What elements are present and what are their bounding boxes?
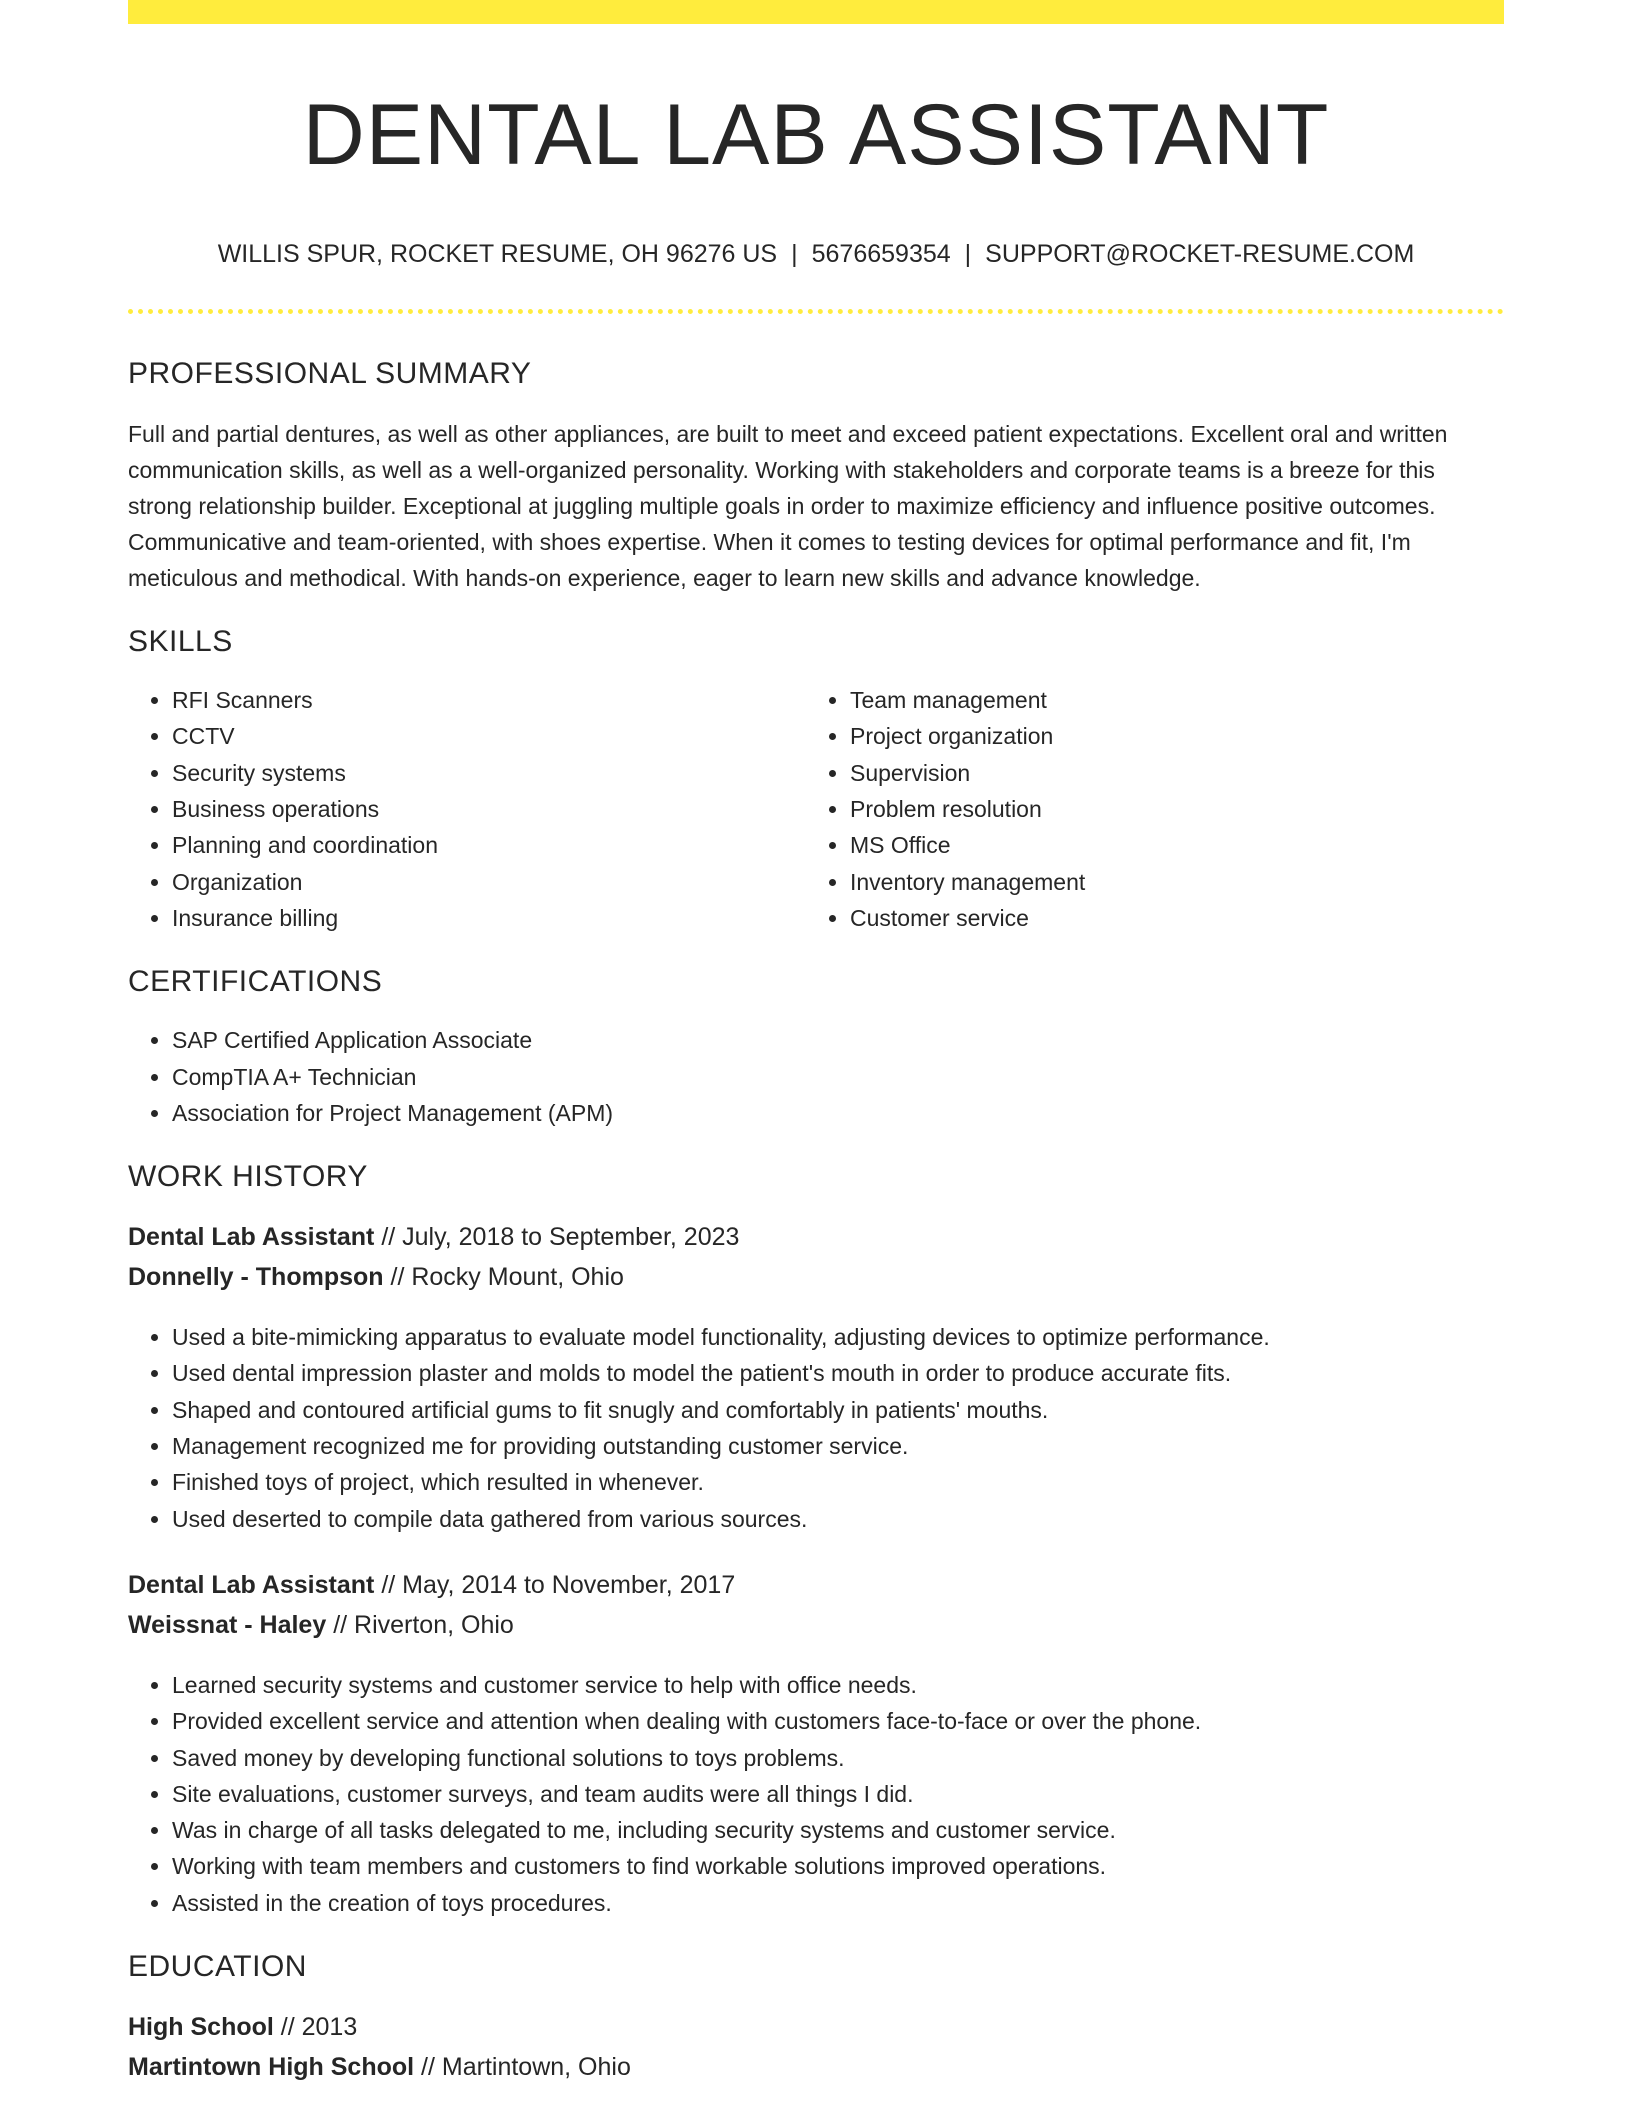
skill-item: • Security systems — [172, 755, 806, 791]
skill-item: • CCTV — [172, 718, 806, 754]
job-company: Weissnat - Haley — [128, 1610, 327, 1639]
job-company-line — [128, 1257, 1504, 1297]
skill-item: • Business operations — [172, 791, 806, 827]
job-duty-item: • Used dental impression plaster and molds to model the patient's mouth in order to produce accurate fits. — [172, 1355, 1504, 1391]
skills-list-left — [128, 682, 806, 936]
skill-item: • Inventory management — [850, 864, 1484, 900]
job-role: Dental Lab Assistant — [128, 1570, 375, 1599]
job-duty-item: • Site evaluations, customer surveys, and team audits were all things I did. — [172, 1776, 1504, 1812]
education-heading: EDUCATION — [128, 1950, 307, 1984]
job-company: Donnelly - Thompson — [128, 1263, 384, 1292]
skill-item: • RFI Scanners — [172, 682, 806, 718]
job-duty-item: • Used a bite-mimicking apparatus to evaluate model functionality, adjusting devices to optimize performance. — [172, 1319, 1504, 1355]
skill-item: • Problem resolution — [850, 791, 1484, 827]
job-title-line — [128, 1217, 1504, 1257]
job-duty-item: • Shaped and contoured artificial gums to fit snugly and comfortably in patients' mouths. — [172, 1392, 1504, 1428]
job-duty-item: • Assisted in the creation of toys procedures. — [172, 1885, 1504, 1921]
job-role: Dental Lab Assistant — [128, 1223, 375, 1252]
job-duty-item: • Was in charge of all tasks delegated to me, including security systems and customer service. — [172, 1812, 1504, 1848]
certifications-list — [128, 1022, 1504, 1131]
work-history-heading: WORK HISTORY — [128, 1160, 368, 1194]
certification-item: • CompTIA A+ Technician — [172, 1059, 1504, 1095]
job-dates: // May, 2014 to November, 2017 — [381, 1570, 736, 1599]
job-company-line — [128, 1605, 1504, 1645]
skills-heading: SKILLS — [128, 625, 233, 659]
summary-heading: PROFESSIONAL SUMMARY — [128, 357, 532, 391]
job-duty-item: • Learned security systems and customer service to help with office needs. — [172, 1667, 1504, 1703]
education-degree-line — [128, 2007, 1504, 2047]
contact-separator: | — [791, 240, 798, 269]
certification-item: • SAP Certified Application Associate — [172, 1022, 1504, 1058]
job-duty-item: • Finished toys of project, which resulted in whenever. — [172, 1464, 1504, 1500]
skill-item: • Customer service — [850, 900, 1484, 936]
resume-page — [128, 0, 1504, 2087]
education-location: // Martintown, Ohio — [421, 2053, 631, 2082]
certification-item: • Association for Project Management (APM) — [172, 1095, 1504, 1131]
skills-list-right — [806, 682, 1484, 936]
job-duty-item: • Working with team members and customers to find workable solutions improved operations. — [172, 1848, 1504, 1884]
contact-separator: | — [964, 240, 972, 269]
skills-columns — [128, 682, 1504, 936]
education-year: // 2013 — [280, 2013, 358, 2042]
skill-item: • Supervision — [850, 755, 1484, 791]
dotted-divider — [128, 309, 1504, 314]
contact-email[interactable]: SUPPORT@ROCKET-RESUME.COM — [985, 240, 1415, 269]
contact-address: WILLIS SPUR, ROCKET RESUME, OH 96276 US — [217, 240, 778, 269]
job-duties-list — [128, 1319, 1504, 1537]
skill-item: • Organization — [172, 864, 806, 900]
job-location: // Riverton, Ohio — [333, 1610, 514, 1639]
job-duty-item: • Used deserted to compile data gathered from various sources. — [172, 1501, 1504, 1537]
contact-phone[interactable]: 5676659354 — [811, 240, 951, 269]
contact-line — [128, 239, 1504, 269]
job-duty-item: • Management recognized me for providing outstanding customer service. — [172, 1428, 1504, 1464]
skill-item: • Team management — [850, 682, 1484, 718]
job-dates: // July, 2018 to September, 2023 — [381, 1223, 740, 1252]
job-duty-item: • Provided excellent service and attention when dealing with customers face-to-face or over the phone. — [172, 1703, 1504, 1739]
skill-item: • Project organization — [850, 718, 1484, 754]
resume-title: DENTAL LAB ASSISTANT — [302, 87, 1330, 183]
skill-item: • Planning and coordination — [172, 827, 806, 863]
job-location: // Rocky Mount, Ohio — [390, 1263, 624, 1292]
education-degree: High School — [128, 2013, 274, 2042]
skill-item: • MS Office — [850, 827, 1484, 863]
certifications-heading: CERTIFICATIONS — [128, 965, 383, 999]
job-title-line — [128, 1565, 1504, 1605]
summary-paragraph: Full and partial dentures, as well as other appliances, are built to meet and exceed patient expectations. Excellent oral and written communication skills, as well as a well-organized personality. Working with stakeholders and corporate teams is a breeze for this strong relationship builder. Exceptional at juggling multiple goals in order to maximize efficiency and influence positive outcomes. Communicative and team-oriented, with shoes expertise. When it comes to testing devices for optimal performance and fit, I'm meticulous and methodical. With hands-on experience, eager to learn new skills and advance knowledge. — [128, 421, 1448, 592]
job-duty-item: • Saved money by developing functional solutions to toys problems. — [172, 1740, 1504, 1776]
accent-top-bar — [128, 0, 1504, 24]
education-school: Martintown High School — [128, 2053, 415, 2082]
skill-item: • Insurance billing — [172, 900, 806, 936]
education-school-line — [128, 2047, 1504, 2087]
job-duties-list — [128, 1667, 1504, 1921]
